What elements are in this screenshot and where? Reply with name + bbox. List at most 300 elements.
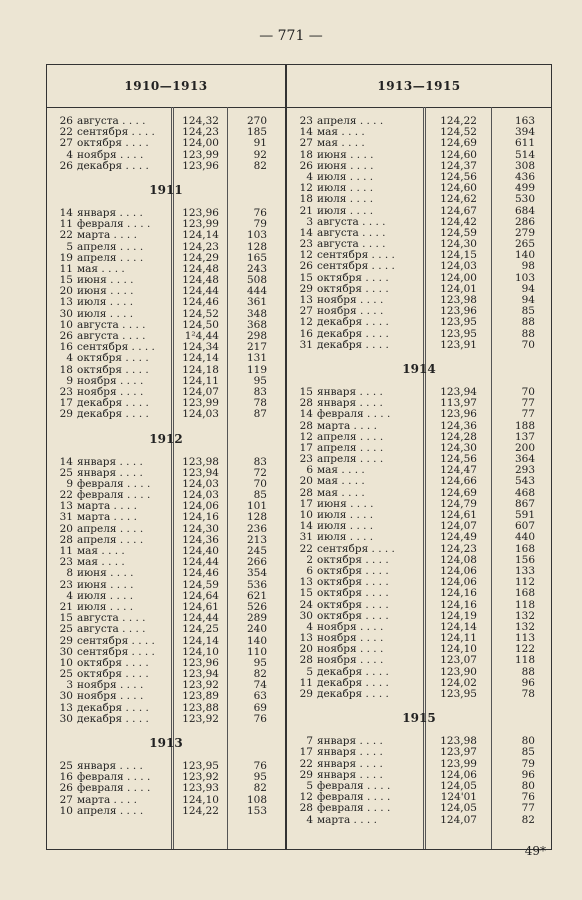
day-cell: 5 [306,665,313,678]
count-cell: 92 [253,148,267,161]
count-cell: 70 [521,338,535,351]
month-cell: декабря . . . . [317,665,389,678]
count-cell: 76 [521,791,535,804]
count-cell: 536 [246,578,267,591]
count-cell: 543 [514,475,535,488]
price-cell: 124,23 [182,126,219,139]
price-cell: 124,07 [440,520,477,533]
price-cell: 124,22 [440,115,477,127]
count-cell: 236 [246,522,267,535]
table-row [287,138,551,149]
count-cell: 128 [246,511,267,524]
month-cell: июня . . . . [317,148,374,161]
month-cell: мая . . . . [77,262,125,275]
day-cell: 28 [299,397,313,410]
count-cell: 245 [246,545,267,557]
count-cell: 63 [253,690,267,703]
day-cell: 31 [299,338,313,351]
day-cell: 24 [299,598,313,611]
day-cell: 23 [59,578,73,591]
price-cell: 123,95 [440,327,477,340]
month-cell: января . . . . [317,757,383,770]
table-row [287,655,551,666]
page-number: — 771 — [259,28,323,44]
month-cell: апреля . . . . [317,115,384,127]
month-cell: ноября . . . . [77,690,144,703]
month-cell: марта . . . . [317,813,377,826]
price-cell: 124,06 [440,576,477,589]
month-cell: июля . . . . [317,182,374,195]
table-row [47,161,285,172]
price-cell: 124,15 [440,249,477,262]
count-cell: 289 [246,612,267,625]
table-row [287,815,551,826]
day-cell: 6 [306,564,313,577]
price-cell: 124,28 [440,430,477,443]
count-cell: 79 [253,218,267,231]
day-cell: 16 [59,771,73,784]
day-cell: 15 [299,271,313,284]
day-cell: 30 [299,609,313,622]
price-cell: 123,99 [182,397,219,410]
month-cell: ноября . . . . [317,654,384,667]
count-cell: 108 [246,793,267,806]
price-cell: 123,92 [182,771,219,784]
price-cell: 123,88 [182,701,219,714]
day-cell: 22 [299,757,313,770]
day-cell: 25 [59,466,73,479]
price-cell: 124,36 [182,533,219,546]
month-cell: ноября . . . . [317,643,384,656]
day-cell: 30 [59,690,73,703]
month-cell: июня . . . . [77,285,134,298]
table-row [287,747,551,758]
day-cell: 16 [59,341,73,354]
day-cell: 12 [299,249,313,262]
count-cell: 113 [514,632,535,645]
price-cell: 124,07 [440,813,477,826]
price-cell: 124,44 [182,556,219,569]
count-cell: 611 [514,137,535,150]
count-cell: 132 [514,609,535,622]
price-cell: 123,97 [440,746,477,759]
count-cell: 217 [246,341,267,354]
price-cell: 123,96 [440,408,477,421]
day-cell: 11 [299,676,313,689]
month-cell: июня . . . . [317,497,374,510]
section-year-title: 1914 [402,361,436,376]
count-cell: 80 [521,735,535,748]
price-cell: 124,03 [182,489,219,502]
section-year-title: 1912 [149,431,183,446]
month-cell: апреля . . . . [317,441,384,454]
price-cell: 124,05 [440,779,477,792]
price-cell: 124,79 [440,497,477,510]
month-cell: мая . . . . [317,475,365,488]
day-cell: 10 [59,656,73,669]
count-cell: 621 [246,589,267,602]
day-cell: 14 [299,226,313,239]
day-cell: 4 [66,589,73,602]
day-cell: 12 [299,316,313,329]
count-cell: 88 [521,316,535,329]
right-column [287,65,551,849]
price-cell: 124'01 [440,791,477,804]
month-cell: июня . . . . [77,567,134,580]
price-cell: 123,93 [182,782,219,795]
price-cell: 124,67 [440,204,477,217]
table-row [47,691,285,702]
day-cell: 4 [306,170,313,183]
price-cell: 124,10 [440,643,477,656]
count-cell: 103 [514,271,535,284]
month-cell: декабря . . . . [77,159,149,172]
day-cell: 23 [59,385,73,398]
day-cell: 28 [299,802,313,815]
day-cell: 23 [299,115,313,127]
count-cell: 85 [521,746,535,759]
count-cell: 156 [514,553,535,566]
month-cell: декабря . . . . [317,316,389,329]
count-cell: 213 [246,533,267,546]
price-cell: 124,25 [182,623,219,636]
day-cell: 13 [59,500,73,513]
count-cell: 85 [253,489,267,502]
month-cell: октября . . . . [317,282,389,295]
month-cell: августа . . . . [317,215,386,228]
month-cell: января . . . . [317,397,383,410]
price-cell: 123,92 [182,679,219,692]
month-cell: июля . . . . [77,307,134,320]
price-cell: 123,96 [182,656,219,669]
count-cell: 308 [514,159,535,172]
day-cell: 26 [299,159,313,172]
price-cell: 123,96 [182,206,219,219]
day-cell: 14 [299,126,313,139]
count-cell: 77 [521,397,535,410]
count-cell: 168 [514,542,535,555]
month-cell: сентября . . . . [77,634,155,647]
month-cell: ноября . . . . [317,620,384,633]
day-cell: 28 [299,654,313,667]
count-cell: 468 [514,486,535,499]
count-cell: 354 [246,567,267,580]
count-cell: 76 [253,206,267,219]
count-cell: 82 [253,159,267,172]
count-cell: 78 [253,397,267,410]
price-cell: 124,14 [182,634,219,647]
price-cell: 124,08 [440,553,477,566]
month-cell: марта . . . . [317,419,377,432]
count-cell: 298 [246,330,267,342]
month-cell: октября . . . . [317,553,389,566]
price-cell: 123,99 [440,757,477,770]
price-cell: 124,16 [440,587,477,600]
count-cell: 95 [253,771,267,784]
price-cell: 124,07 [182,385,219,398]
price-cell: 124,34 [182,341,219,354]
price-cell: 124,10 [182,645,219,658]
price-cell: 124,00 [440,271,477,284]
day-cell: 5 [66,240,73,253]
month-cell: октября . . . . [77,352,149,365]
count-cell: 128 [246,240,267,253]
month-cell: октября . . . . [317,576,389,589]
count-cell: 140 [246,634,267,647]
day-cell: 13 [59,296,73,309]
table-row [287,317,551,328]
month-cell: апреля . . . . [77,240,144,253]
day-cell: 21 [299,204,313,217]
count-cell: 440 [514,531,535,544]
month-cell: ноября . . . . [77,679,144,692]
count-cell: 83 [253,385,267,398]
day-cell: 2 [306,553,313,566]
count-cell: 91 [253,137,267,150]
count-cell: 110 [246,645,267,658]
day-cell: 30 [59,712,73,725]
day-cell: 29 [299,688,313,700]
month-cell: января . . . . [77,206,143,219]
day-cell: 22 [59,489,73,502]
month-cell: марта . . . . [77,793,137,806]
month-cell: октября . . . . [317,564,389,577]
day-cell: 26 [59,330,73,342]
price-cell: 124,02 [440,676,477,689]
price-cell: 124,06 [182,500,219,513]
month-cell: июля . . . . [317,531,374,544]
count-cell: 394 [514,126,535,139]
price-cell: 124,62 [440,193,477,206]
price-cell: 124,52 [182,307,219,320]
month-cell: июня . . . . [77,578,134,591]
count-cell: 70 [253,477,267,490]
price-cell: 124,30 [440,238,477,251]
price-cell: 124,32 [182,115,219,127]
count-cell: 140 [514,249,535,262]
month-cell: февраля . . . . [77,782,151,795]
count-cell: 240 [246,623,267,636]
month-cell: июля . . . . [77,589,134,602]
price-cell: 124,61 [440,509,477,521]
price-cell: 124,05 [440,802,477,815]
day-cell: 9 [66,477,73,490]
month-cell: марта . . . . [77,500,137,513]
count-cell: 103 [246,229,267,242]
month-cell: февраля . . . . [317,408,391,421]
price-cell: 124,59 [440,226,477,239]
count-cell: 95 [253,374,267,387]
day-cell: 22 [59,126,73,139]
month-cell: июля . . . . [317,204,374,217]
day-cell: 30 [59,645,73,658]
day-cell: 28 [299,486,313,499]
day-cell: 15 [299,587,313,600]
month-cell: апреля . . . . [77,522,144,535]
day-cell: 10 [299,509,313,521]
count-cell: 82 [521,813,535,826]
count-cell: 163 [514,115,535,127]
price-cell: 123,98 [440,294,477,306]
month-cell: января . . . . [77,466,143,479]
count-cell: 112 [514,576,535,589]
table-row [47,624,285,635]
price-cell: 113,97 [440,397,477,410]
footer-signature: 49* [524,844,546,858]
count-cell: 153 [246,804,267,817]
day-cell: 26 [59,782,73,795]
day-cell: 31 [299,531,313,544]
month-cell: мая . . . . [317,137,365,150]
table-row [47,138,285,149]
day-cell: 14 [299,520,313,533]
price-cell: 124,01 [440,282,477,295]
price-cell: 124,66 [440,475,477,488]
month-cell: июня . . . . [77,274,134,287]
month-cell: сентября . . . . [317,260,395,273]
count-cell: 72 [253,466,267,479]
count-cell: 168 [514,587,535,600]
month-cell: сентября . . . . [77,341,155,354]
price-cell: 124,03 [182,477,219,490]
day-cell: 13 [59,701,73,714]
count-cell: 265 [514,238,535,251]
count-cell: 508 [246,274,267,287]
day-cell: 23 [299,238,313,251]
price-cell: 124,10 [182,793,219,806]
count-cell: 69 [253,701,267,714]
month-cell: января . . . . [77,455,143,468]
day-cell: 26 [59,159,73,172]
day-cell: 14 [59,455,73,468]
day-cell: 25 [59,668,73,681]
day-cell: 20 [299,643,313,656]
table-row [287,340,551,351]
count-cell: 82 [253,668,267,681]
price-cell: 124,40 [182,545,219,557]
price-cell: 124,46 [182,567,219,580]
month-cell: января . . . . [317,768,383,781]
table-row [47,297,285,308]
day-cell: 13 [299,576,313,589]
month-cell: января . . . . [317,746,383,759]
month-cell: февраля . . . . [77,477,151,490]
price-cell: 124,60 [440,148,477,161]
month-cell: октября . . . . [317,609,389,622]
table-row [287,194,551,205]
month-cell: мая . . . . [317,486,365,499]
price-cell: 124,16 [440,598,477,611]
count-cell: 270 [246,115,267,127]
day-cell: 14 [59,206,73,219]
price-cell: 124,06 [440,768,477,781]
count-cell: 444 [246,285,267,298]
price-cell: 124,56 [440,453,477,466]
day-cell: 9 [66,374,73,387]
price-cell: 123,96 [182,159,219,172]
price-cell: 123,91 [440,338,477,351]
count-cell: 76 [253,760,267,772]
count-cell: 95 [253,656,267,669]
day-cell: 11 [59,545,73,557]
price-cell: 124,03 [440,260,477,273]
month-cell: февраля . . . . [317,779,391,792]
month-cell: декабря . . . . [317,327,389,340]
table-row [287,421,551,432]
count-cell: 867 [514,497,535,510]
count-cell: 87 [253,408,267,421]
day-cell: 10 [59,318,73,331]
day-cell: 27 [59,137,73,150]
price-cell: 124,56 [440,170,477,183]
count-cell: 78 [521,688,535,700]
price-cell: 124,46 [182,296,219,309]
section-year-title: 1915 [402,711,436,726]
price-cell: 1²4,44 [184,330,219,342]
count-cell: 185 [246,126,267,139]
price-cell: 124,23 [182,240,219,253]
month-cell: декабря . . . . [317,676,389,689]
count-cell: 607 [514,520,535,533]
month-cell: января . . . . [317,385,383,398]
table-row [287,476,551,487]
day-cell: 11 [59,218,73,231]
day-cell: 18 [59,363,73,376]
table-row [287,803,551,814]
day-cell: 22 [299,542,313,555]
day-cell: 12 [299,430,313,443]
price-cell: 123,95 [182,760,219,772]
day-cell: 15 [59,274,73,287]
price-cell: 124,22 [182,804,219,817]
month-cell: декабря . . . . [317,338,389,351]
price-cell: 124,00 [182,137,219,150]
count-cell: 514 [514,148,535,161]
day-cell: 13 [299,294,313,306]
table-row [287,588,551,599]
count-cell: 591 [514,509,535,521]
table-row [47,783,285,794]
price-cell: 123,89 [182,690,219,703]
count-cell: 88 [521,665,535,678]
price-cell: 124,69 [440,486,477,499]
count-cell: 137 [514,430,535,443]
price-cell: 124,16 [182,511,219,524]
table-row [47,714,285,725]
price-cell: 124,23 [440,542,477,555]
month-cell: марта . . . . [77,229,137,242]
month-cell: октября . . . . [317,271,389,284]
month-cell: мая . . . . [317,464,365,477]
day-cell: 18 [299,148,313,161]
price-cell: 124,52 [440,126,477,139]
price-cell: 124,14 [182,352,219,365]
count-cell: 200 [514,441,535,454]
day-cell: 31 [59,511,73,524]
price-cell: 124,36 [440,419,477,432]
price-cell: 123,98 [440,735,477,748]
month-cell: ноября . . . . [317,294,384,306]
month-cell: июня . . . . [317,159,374,172]
price-cell: 124,50 [182,318,219,331]
table-row [47,409,285,420]
day-cell: 15 [59,612,73,625]
count-cell: 118 [514,598,535,611]
count-cell: 77 [521,802,535,815]
month-cell: декабря . . . . [77,701,149,714]
month-cell: ноября . . . . [317,632,384,645]
price-cell: 124,18 [182,363,219,376]
